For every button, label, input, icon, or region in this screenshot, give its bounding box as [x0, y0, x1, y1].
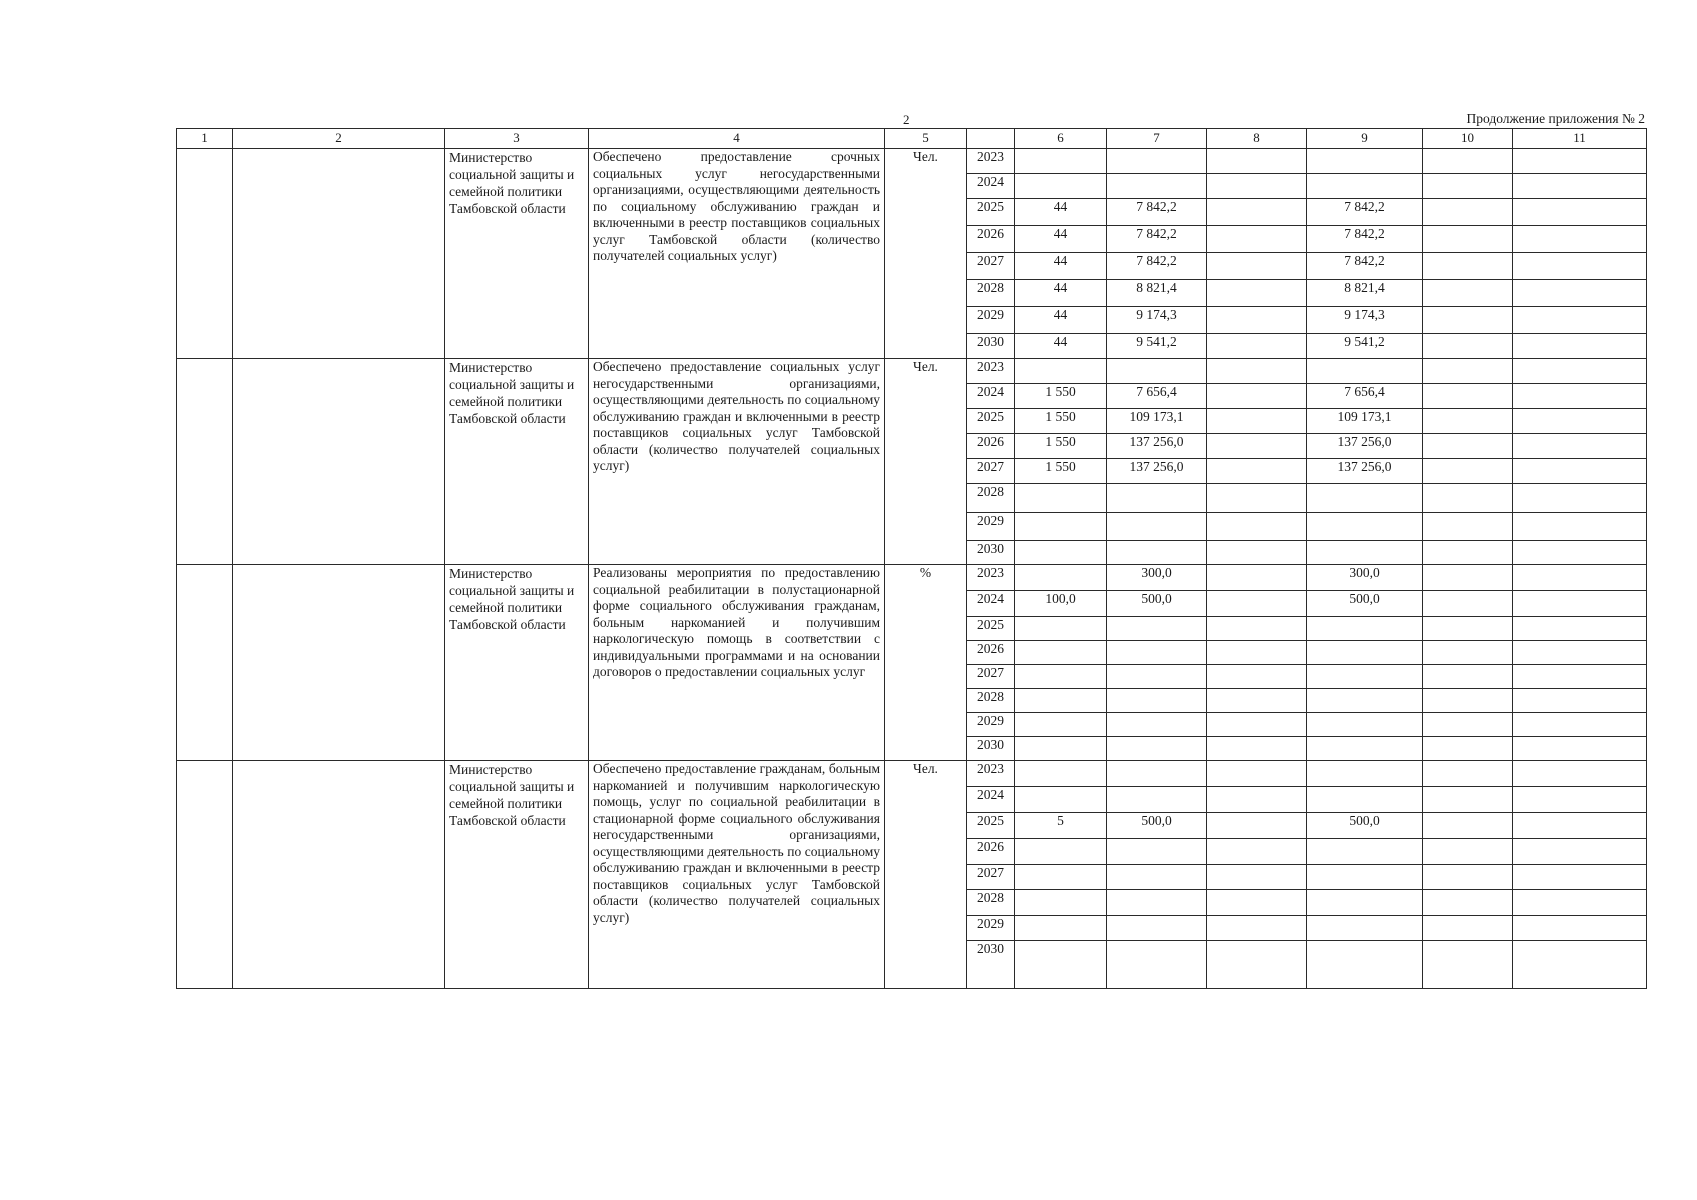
year-cell: 2023 [967, 359, 1015, 384]
value-cell-8 [1207, 174, 1307, 199]
value-cell-8 [1207, 713, 1307, 737]
table-row [177, 761, 1647, 787]
year-cell: 2028 [967, 890, 1015, 916]
value-cell-11 [1513, 384, 1647, 409]
year-cell: 2024 [967, 384, 1015, 409]
value-cell-7: 137 256,0 [1107, 434, 1207, 459]
year-cell: 2028 [967, 484, 1015, 513]
header-col-10: 10 [1423, 129, 1513, 149]
description-cell: Обеспечено предоставление срочных социальных услуг негосударственными организациями, осуществляющими деятельность по социальному обслуживанию граждан и включенными в реестр поставщиков социальных услуг Тамбовской области (количество получателей социальных услуг) [589, 149, 885, 359]
value-cell-7 [1107, 513, 1207, 541]
value-cell-9: 9 174,3 [1307, 307, 1423, 334]
value-cell-8 [1207, 941, 1307, 989]
value-cell-7: 7 842,2 [1107, 253, 1207, 280]
value-cell-6 [1015, 941, 1107, 989]
value-cell-7 [1107, 787, 1207, 813]
col-1-cell [177, 149, 233, 359]
value-cell-9: 137 256,0 [1307, 459, 1423, 484]
value-cell-10 [1423, 890, 1513, 916]
value-cell-9: 109 173,1 [1307, 409, 1423, 434]
value-cell-7 [1107, 761, 1207, 787]
value-cell-8 [1207, 253, 1307, 280]
year-cell: 2025 [967, 617, 1015, 641]
value-cell-10 [1423, 384, 1513, 409]
value-cell-10 [1423, 174, 1513, 199]
value-cell-6 [1015, 713, 1107, 737]
value-cell-11 [1513, 813, 1647, 839]
value-cell-6 [1015, 149, 1107, 174]
header-col-year [967, 129, 1015, 149]
description-cell: Обеспечено предоставление социальных услуг негосударственными организациями, осуществляющими деятельность по социальному обслуживанию граждан и включенными в реестр поставщиков социальных услуг Тамбовской области (количество получателей социальных услуг) [589, 359, 885, 565]
value-cell-6 [1015, 665, 1107, 689]
value-cell-9 [1307, 941, 1423, 989]
unit-cell: % [885, 565, 967, 761]
value-cell-10 [1423, 307, 1513, 334]
value-cell-6 [1015, 359, 1107, 384]
value-cell-6 [1015, 641, 1107, 665]
year-cell: 2025 [967, 813, 1015, 839]
value-cell-9 [1307, 149, 1423, 174]
value-cell-11 [1513, 307, 1647, 334]
value-cell-7 [1107, 359, 1207, 384]
value-cell-6 [1015, 761, 1107, 787]
year-cell: 2026 [967, 226, 1015, 253]
value-cell-11 [1513, 334, 1647, 359]
value-cell-10 [1423, 617, 1513, 641]
year-cell: 2026 [967, 641, 1015, 665]
header-col-1: 1 [177, 129, 233, 149]
value-cell-8 [1207, 761, 1307, 787]
year-cell: 2030 [967, 737, 1015, 761]
value-cell-7: 300,0 [1107, 565, 1207, 591]
value-cell-9 [1307, 787, 1423, 813]
value-cell-10 [1423, 409, 1513, 434]
value-cell-11 [1513, 941, 1647, 989]
value-cell-7 [1107, 941, 1207, 989]
value-cell-9 [1307, 484, 1423, 513]
agency-cell: Министерство социальной защиты и семейной политики Тамбовской области [445, 565, 589, 761]
value-cell-10 [1423, 761, 1513, 787]
value-cell-10 [1423, 665, 1513, 689]
value-cell-8 [1207, 737, 1307, 761]
value-cell-9 [1307, 617, 1423, 641]
value-cell-8 [1207, 359, 1307, 384]
value-cell-11 [1513, 839, 1647, 865]
value-cell-10 [1423, 839, 1513, 865]
value-cell-8 [1207, 839, 1307, 865]
header-row [177, 129, 1647, 149]
description-cell: Реализованы мероприятия по предоставлению социальной реабилитации в полустационарной форме социального обслуживания гражданам, больным наркоманией и получившим наркологическую помощь в соответствии с индивидуальными программами и на основании договоров о предоставлении социальных услуг [589, 565, 885, 761]
value-cell-8 [1207, 617, 1307, 641]
description-cell: Обеспечено предоставление гражданам, больным наркоманией и получившим наркологическую помощь, услуг по социальной реабилитации в стационарной форме социального обслуживания негосударственными организациями, осуществляющими деятельность по социальному обслуживанию граждан и включенными в реестр поставщиков социальных услуг Тамбовской области (количество получателей социальных услуг) [589, 761, 885, 989]
table-row [177, 359, 1647, 384]
appendix-continuation-note: Продолжение приложения № 2 [1466, 111, 1645, 126]
value-cell-11 [1513, 149, 1647, 174]
value-cell-6 [1015, 916, 1107, 941]
value-cell-7: 9 541,2 [1107, 334, 1207, 359]
value-cell-9 [1307, 513, 1423, 541]
year-cell: 2029 [967, 916, 1015, 941]
value-cell-6 [1015, 839, 1107, 865]
value-cell-6: 44 [1015, 307, 1107, 334]
value-cell-8 [1207, 459, 1307, 484]
value-cell-7: 137 256,0 [1107, 459, 1207, 484]
value-cell-10 [1423, 713, 1513, 737]
value-cell-10 [1423, 941, 1513, 989]
value-cell-9 [1307, 890, 1423, 916]
value-cell-10 [1423, 484, 1513, 513]
value-cell-7 [1107, 737, 1207, 761]
value-cell-7 [1107, 617, 1207, 641]
value-cell-7 [1107, 174, 1207, 199]
value-cell-10 [1423, 689, 1513, 713]
year-cell: 2030 [967, 541, 1015, 565]
value-cell-6 [1015, 174, 1107, 199]
value-cell-11 [1513, 665, 1647, 689]
value-cell-9 [1307, 174, 1423, 199]
value-cell-7: 7 656,4 [1107, 384, 1207, 409]
value-cell-9: 137 256,0 [1307, 434, 1423, 459]
value-cell-8 [1207, 565, 1307, 591]
value-cell-9 [1307, 689, 1423, 713]
col-1-cell [177, 565, 233, 761]
value-cell-7 [1107, 916, 1207, 941]
value-cell-6: 44 [1015, 334, 1107, 359]
value-cell-9: 500,0 [1307, 591, 1423, 617]
value-cell-8 [1207, 149, 1307, 174]
agency-cell: Министерство социальной защиты и семейной политики Тамбовской области [445, 359, 589, 565]
value-cell-7 [1107, 713, 1207, 737]
value-cell-7: 9 174,3 [1107, 307, 1207, 334]
value-cell-9 [1307, 713, 1423, 737]
value-cell-9: 7 842,2 [1307, 199, 1423, 226]
value-cell-8 [1207, 334, 1307, 359]
year-cell: 2029 [967, 307, 1015, 334]
value-cell-9: 9 541,2 [1307, 334, 1423, 359]
value-cell-8 [1207, 865, 1307, 890]
header-col-3: 3 [445, 129, 589, 149]
value-cell-10 [1423, 813, 1513, 839]
value-cell-11 [1513, 916, 1647, 941]
value-cell-11 [1513, 226, 1647, 253]
header-col-9: 9 [1307, 129, 1423, 149]
year-cell: 2024 [967, 787, 1015, 813]
value-cell-11 [1513, 484, 1647, 513]
table-row [177, 565, 1647, 591]
value-cell-6 [1015, 865, 1107, 890]
value-cell-10 [1423, 359, 1513, 384]
value-cell-10 [1423, 226, 1513, 253]
value-cell-10 [1423, 565, 1513, 591]
year-cell: 2025 [967, 199, 1015, 226]
value-cell-9: 300,0 [1307, 565, 1423, 591]
value-cell-8 [1207, 199, 1307, 226]
value-cell-7 [1107, 641, 1207, 665]
value-cell-8 [1207, 513, 1307, 541]
value-cell-10 [1423, 916, 1513, 941]
year-cell: 2025 [967, 409, 1015, 434]
value-cell-10 [1423, 591, 1513, 617]
col-1-cell [177, 359, 233, 565]
value-cell-10 [1423, 513, 1513, 541]
value-cell-6: 5 [1015, 813, 1107, 839]
value-cell-7 [1107, 890, 1207, 916]
value-cell-9: 7 656,4 [1307, 384, 1423, 409]
value-cell-11 [1513, 761, 1647, 787]
value-cell-6 [1015, 890, 1107, 916]
agency-cell: Министерство социальной защиты и семейной политики Тамбовской области [445, 761, 589, 989]
value-cell-9 [1307, 641, 1423, 665]
value-cell-7 [1107, 484, 1207, 513]
header-col-7: 7 [1107, 129, 1207, 149]
value-cell-6 [1015, 541, 1107, 565]
col-2-cell [233, 149, 445, 359]
value-cell-11 [1513, 689, 1647, 713]
table-row [177, 149, 1647, 174]
value-cell-6 [1015, 787, 1107, 813]
value-cell-11 [1513, 174, 1647, 199]
value-cell-8 [1207, 689, 1307, 713]
value-cell-8 [1207, 409, 1307, 434]
col-2-cell [233, 565, 445, 761]
value-cell-10 [1423, 199, 1513, 226]
year-cell: 2023 [967, 565, 1015, 591]
year-cell: 2030 [967, 334, 1015, 359]
value-cell-7: 500,0 [1107, 591, 1207, 617]
value-cell-11 [1513, 409, 1647, 434]
year-cell: 2027 [967, 253, 1015, 280]
year-cell: 2027 [967, 665, 1015, 689]
year-cell: 2027 [967, 459, 1015, 484]
value-cell-10 [1423, 541, 1513, 565]
value-cell-6: 1 550 [1015, 434, 1107, 459]
value-cell-7 [1107, 541, 1207, 565]
value-cell-10 [1423, 787, 1513, 813]
value-cell-11 [1513, 641, 1647, 665]
value-cell-8 [1207, 787, 1307, 813]
value-cell-6 [1015, 565, 1107, 591]
value-cell-8 [1207, 226, 1307, 253]
value-cell-9: 500,0 [1307, 813, 1423, 839]
year-cell: 2024 [967, 591, 1015, 617]
value-cell-9 [1307, 916, 1423, 941]
agency-cell: Министерство социальной защиты и семейной политики Тамбовской области [445, 149, 589, 359]
year-cell: 2026 [967, 839, 1015, 865]
value-cell-9 [1307, 541, 1423, 565]
value-cell-6: 1 550 [1015, 409, 1107, 434]
value-cell-6 [1015, 617, 1107, 641]
value-cell-7 [1107, 865, 1207, 890]
value-cell-6: 44 [1015, 280, 1107, 307]
year-cell: 2024 [967, 174, 1015, 199]
value-cell-11 [1513, 359, 1647, 384]
value-cell-8 [1207, 641, 1307, 665]
value-cell-11 [1513, 253, 1647, 280]
value-cell-10 [1423, 865, 1513, 890]
value-cell-6: 44 [1015, 226, 1107, 253]
value-cell-11 [1513, 713, 1647, 737]
value-cell-8 [1207, 665, 1307, 689]
value-cell-11 [1513, 865, 1647, 890]
header-col-5: 5 [885, 129, 967, 149]
value-cell-9 [1307, 865, 1423, 890]
value-cell-11 [1513, 565, 1647, 591]
unit-cell: Чел. [885, 359, 967, 565]
value-cell-7: 8 821,4 [1107, 280, 1207, 307]
value-cell-6: 100,0 [1015, 591, 1107, 617]
year-cell: 2028 [967, 280, 1015, 307]
value-cell-6: 1 550 [1015, 384, 1107, 409]
value-cell-9 [1307, 737, 1423, 761]
value-cell-7 [1107, 665, 1207, 689]
col-1-cell [177, 761, 233, 989]
col-2-cell [233, 761, 445, 989]
value-cell-9 [1307, 839, 1423, 865]
value-cell-9 [1307, 761, 1423, 787]
header-col-4: 4 [589, 129, 885, 149]
value-cell-7: 109 173,1 [1107, 409, 1207, 434]
value-cell-8 [1207, 484, 1307, 513]
value-cell-9: 7 842,2 [1307, 253, 1423, 280]
value-cell-8 [1207, 890, 1307, 916]
header-col-11: 11 [1513, 129, 1647, 149]
value-cell-8 [1207, 280, 1307, 307]
value-cell-10 [1423, 641, 1513, 665]
appendix-table [176, 128, 1647, 989]
value-cell-11 [1513, 199, 1647, 226]
value-cell-8 [1207, 916, 1307, 941]
value-cell-6: 1 550 [1015, 459, 1107, 484]
value-cell-11 [1513, 541, 1647, 565]
value-cell-7 [1107, 149, 1207, 174]
value-cell-8 [1207, 541, 1307, 565]
year-cell: 2023 [967, 761, 1015, 787]
value-cell-6 [1015, 689, 1107, 713]
value-cell-9 [1307, 359, 1423, 384]
value-cell-9 [1307, 665, 1423, 689]
header-col-2: 2 [233, 129, 445, 149]
value-cell-7: 7 842,2 [1107, 226, 1207, 253]
year-cell: 2028 [967, 689, 1015, 713]
value-cell-11 [1513, 890, 1647, 916]
header-col-8: 8 [1207, 129, 1307, 149]
value-cell-7: 500,0 [1107, 813, 1207, 839]
value-cell-11 [1513, 737, 1647, 761]
value-cell-11 [1513, 513, 1647, 541]
unit-cell: Чел. [885, 149, 967, 359]
value-cell-7 [1107, 689, 1207, 713]
value-cell-10 [1423, 280, 1513, 307]
value-cell-6 [1015, 484, 1107, 513]
value-cell-9: 8 821,4 [1307, 280, 1423, 307]
value-cell-11 [1513, 459, 1647, 484]
value-cell-6 [1015, 737, 1107, 761]
value-cell-10 [1423, 459, 1513, 484]
value-cell-6 [1015, 513, 1107, 541]
unit-cell: Чел. [885, 761, 967, 989]
value-cell-8 [1207, 591, 1307, 617]
value-cell-6: 44 [1015, 253, 1107, 280]
value-cell-11 [1513, 617, 1647, 641]
year-cell: 2026 [967, 434, 1015, 459]
value-cell-10 [1423, 253, 1513, 280]
value-cell-11 [1513, 434, 1647, 459]
value-cell-11 [1513, 280, 1647, 307]
value-cell-10 [1423, 149, 1513, 174]
page-number: 2 [903, 112, 910, 127]
value-cell-11 [1513, 591, 1647, 617]
value-cell-8 [1207, 307, 1307, 334]
value-cell-8 [1207, 384, 1307, 409]
header-col-6: 6 [1015, 129, 1107, 149]
year-cell: 2029 [967, 713, 1015, 737]
value-cell-9: 7 842,2 [1307, 226, 1423, 253]
value-cell-8 [1207, 434, 1307, 459]
value-cell-8 [1207, 813, 1307, 839]
year-cell: 2023 [967, 149, 1015, 174]
value-cell-6: 44 [1015, 199, 1107, 226]
year-cell: 2029 [967, 513, 1015, 541]
value-cell-10 [1423, 434, 1513, 459]
year-cell: 2030 [967, 941, 1015, 989]
value-cell-7: 7 842,2 [1107, 199, 1207, 226]
col-2-cell [233, 359, 445, 565]
value-cell-7 [1107, 839, 1207, 865]
value-cell-10 [1423, 334, 1513, 359]
value-cell-10 [1423, 737, 1513, 761]
year-cell: 2027 [967, 865, 1015, 890]
value-cell-11 [1513, 787, 1647, 813]
